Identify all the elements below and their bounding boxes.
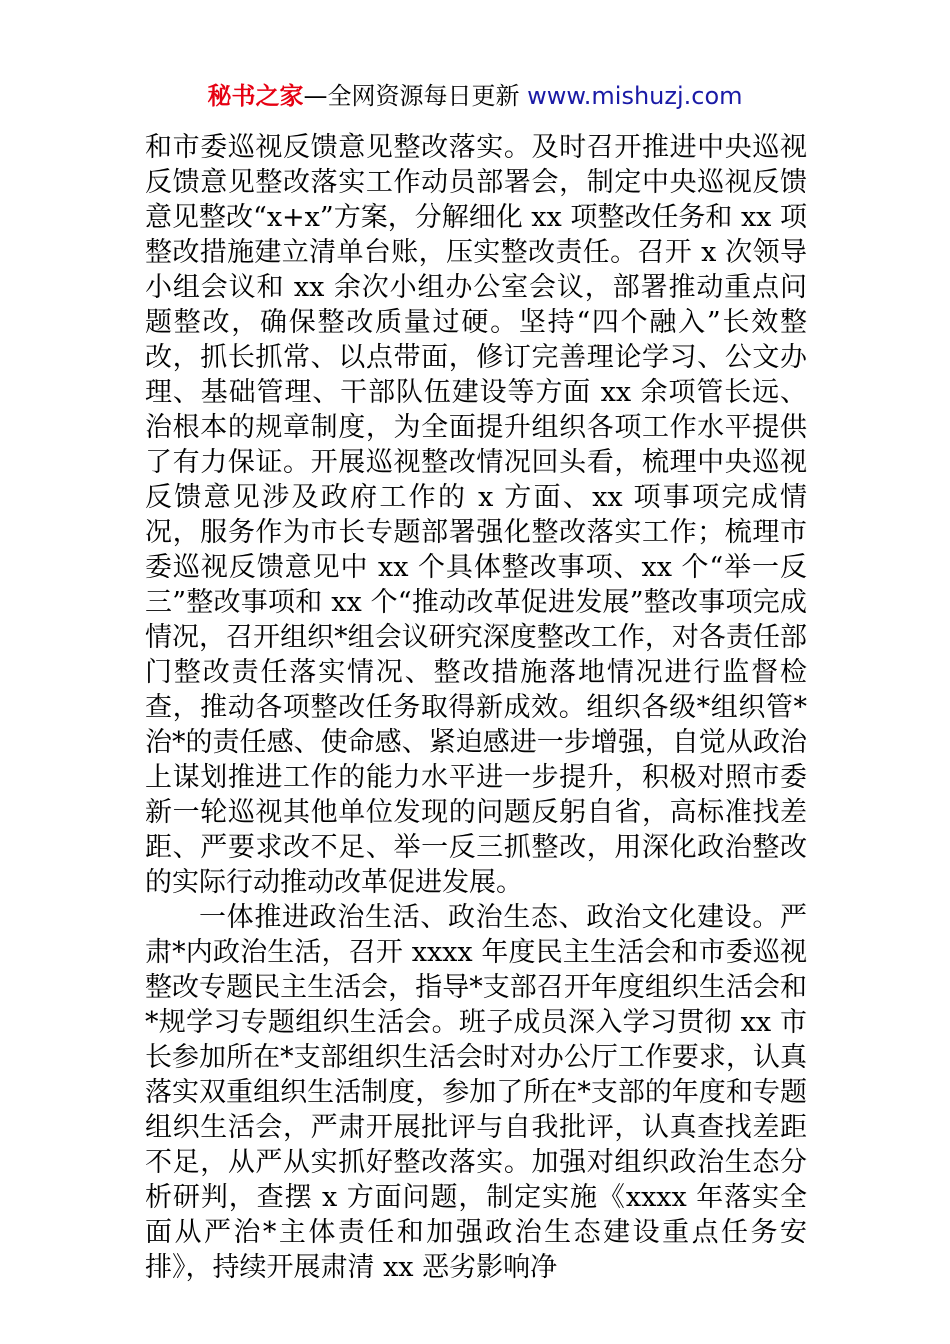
site-slogan: —全网资源每日更新 [303, 82, 520, 110]
document-body [145, 130, 807, 1285]
site-header [0, 80, 950, 112]
site-brand: 秘书之家 [207, 82, 304, 110]
site-url-link[interactable]: www.mishuzj.com [527, 82, 743, 110]
paragraph: 一体推进政治生活、政治生态、政治文化建设。严肃*内政治生活，召开 xxxx 年度民主生活会和市委巡视整改专题民主生活会，指导*支部召开年度组织生活会和*规学习专题组织生活会。班子成员深入学习贯彻 xx 市长参加所在*支部组织生活会时对办公厅工作要求，认真落实双重组织生活制度，参加了所在*支部的年度和专题组织生活会，严肃开展批评与自我批评，认真查找差距不足，从严从实抓好整改落实。加强对组织政治生态分析研判，查摆 x 方面问题，制定实施《xxxx 年落实全面从严治*主体责任和加强政治生态建设重点任务安排》，持续开展肃清 xx 恶劣影响净 [145, 902, 807, 1283]
paragraph: 和市委巡视反馈意见整改落实。及时召开推进中央巡视反馈意见整改落实工作动员部署会，制定中央巡视反馈意见整改“x+x”方案，分解细化 xx 项整改任务和 xx 项整改措施建立清单台账，压实整改责任。召开 x 次领导小组会议和 xx 余次小组办公室会议，部署推动重点问题整改，确保整改质量过硬。坚持“四个融入”长效整改，抓长抓常、以点带面，修订完善理论学习、公文办理、基础管理、干部队伍建设等方面 xx 余项管长远、治根本的规章制度，为全面提升组织各项工作水平提供了有力保证。开展巡视整改情况回头看，梳理中央巡视反馈意见涉及政府工作的 x 方面、xx 项事项完成情况，服务作为市长专题部署强化整改落实工作；梳理市委巡视反馈意见中 xx 个具体整改事项、xx 个“举一反三”整改事项和 xx 个“推动改革促进发展”整改事项完成情况，召开组织*组会议研究深度整改工作，对各责任部门整改责任落实情况、整改措施落地情况进行监督检查，推动各项整改任务取得新成效。组织各级*组织管*治*的责任感、使命感、紧迫感进一步增强，自觉从政治上谋划推进工作的能力水平进一步提升，积极对照市委新一轮巡视其他单位发现的问题反躬自省，高标准找差距、严要求改不足、举一反三抓整改，用深化政治整改的实际行动推动改革促进发展。 [145, 132, 807, 898]
